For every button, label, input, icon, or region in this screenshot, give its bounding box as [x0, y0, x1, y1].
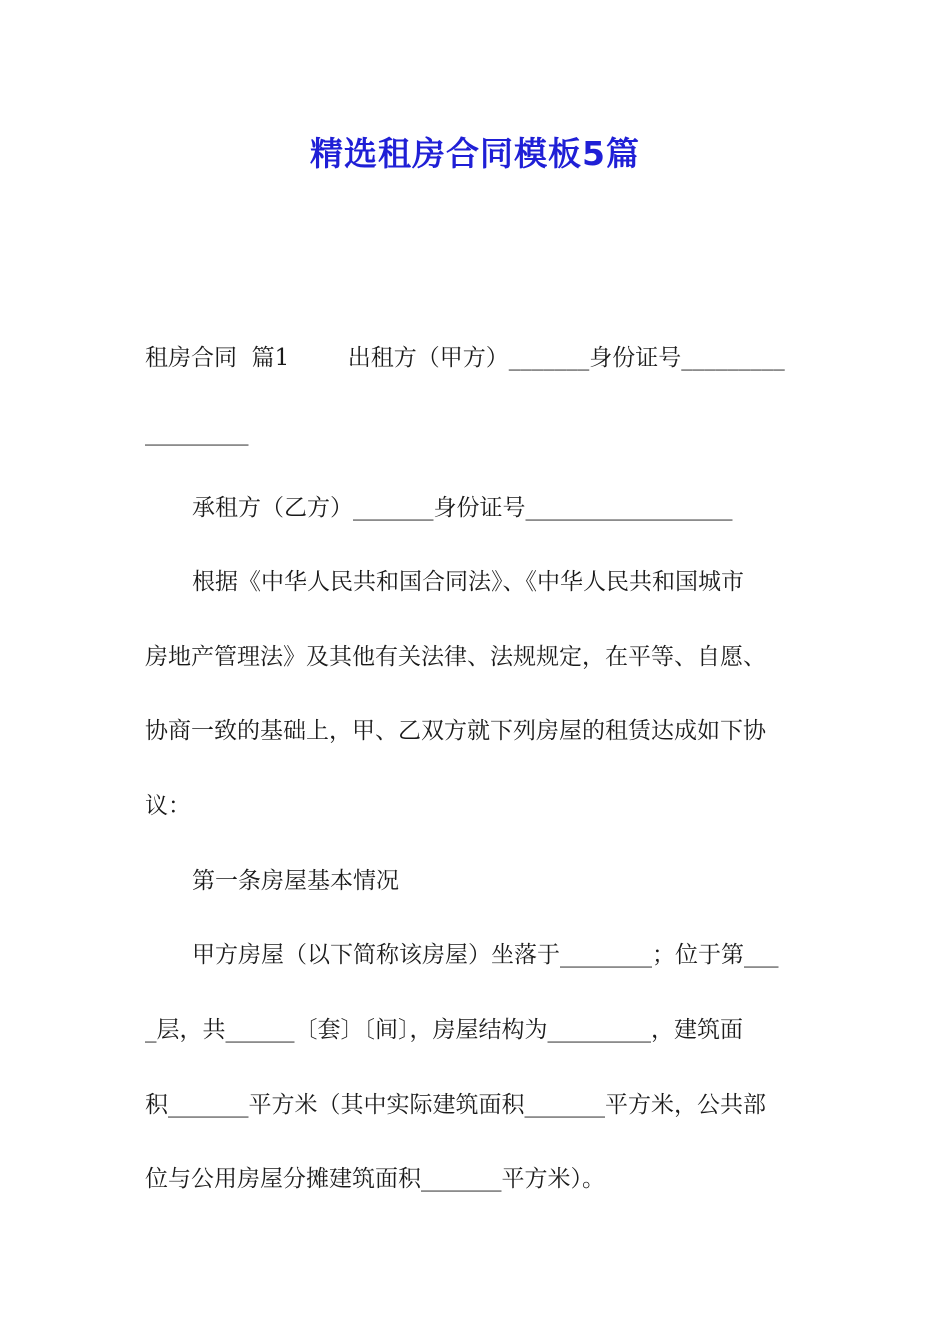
body-line-2: _________ [145, 420, 249, 446]
body-line-10: _层，共______〔套〕〔间〕，房屋结构为_________，建筑面 [145, 1017, 743, 1043]
body-line-9: 甲方房屋（以下简称该房屋）坐落于________；位于第___ [192, 942, 779, 968]
document-title: 精选租房合同模板5篇 [310, 134, 640, 173]
body-line-3: 承租方（乙方）_______身份证号__________________ [192, 495, 733, 521]
body-line-4: 根据《中华人民共和国合同法》、《中华人民共和国城市 [192, 569, 744, 595]
section-heading: 第一条房屋基本情况 [192, 868, 399, 894]
body-line-12: 位与公用房屋分摊建筑面积_______平方米）。 [145, 1166, 605, 1192]
body-line-1: 租房合同 篇1 出租方（甲方）_______身份证号_________ [145, 345, 785, 371]
body-line-6: 协商一致的基础上，甲、乙双方就下列房屋的租赁达成如下协 [145, 718, 766, 744]
body-line-5: 房地产管理法》及其他有关法律、法规规定，在平等、自愿、 [145, 644, 766, 670]
body-line-11: 积_______平方米（其中实际建筑面积_______平方米，公共部 [145, 1092, 766, 1118]
body-line-7: 议： [145, 793, 191, 819]
